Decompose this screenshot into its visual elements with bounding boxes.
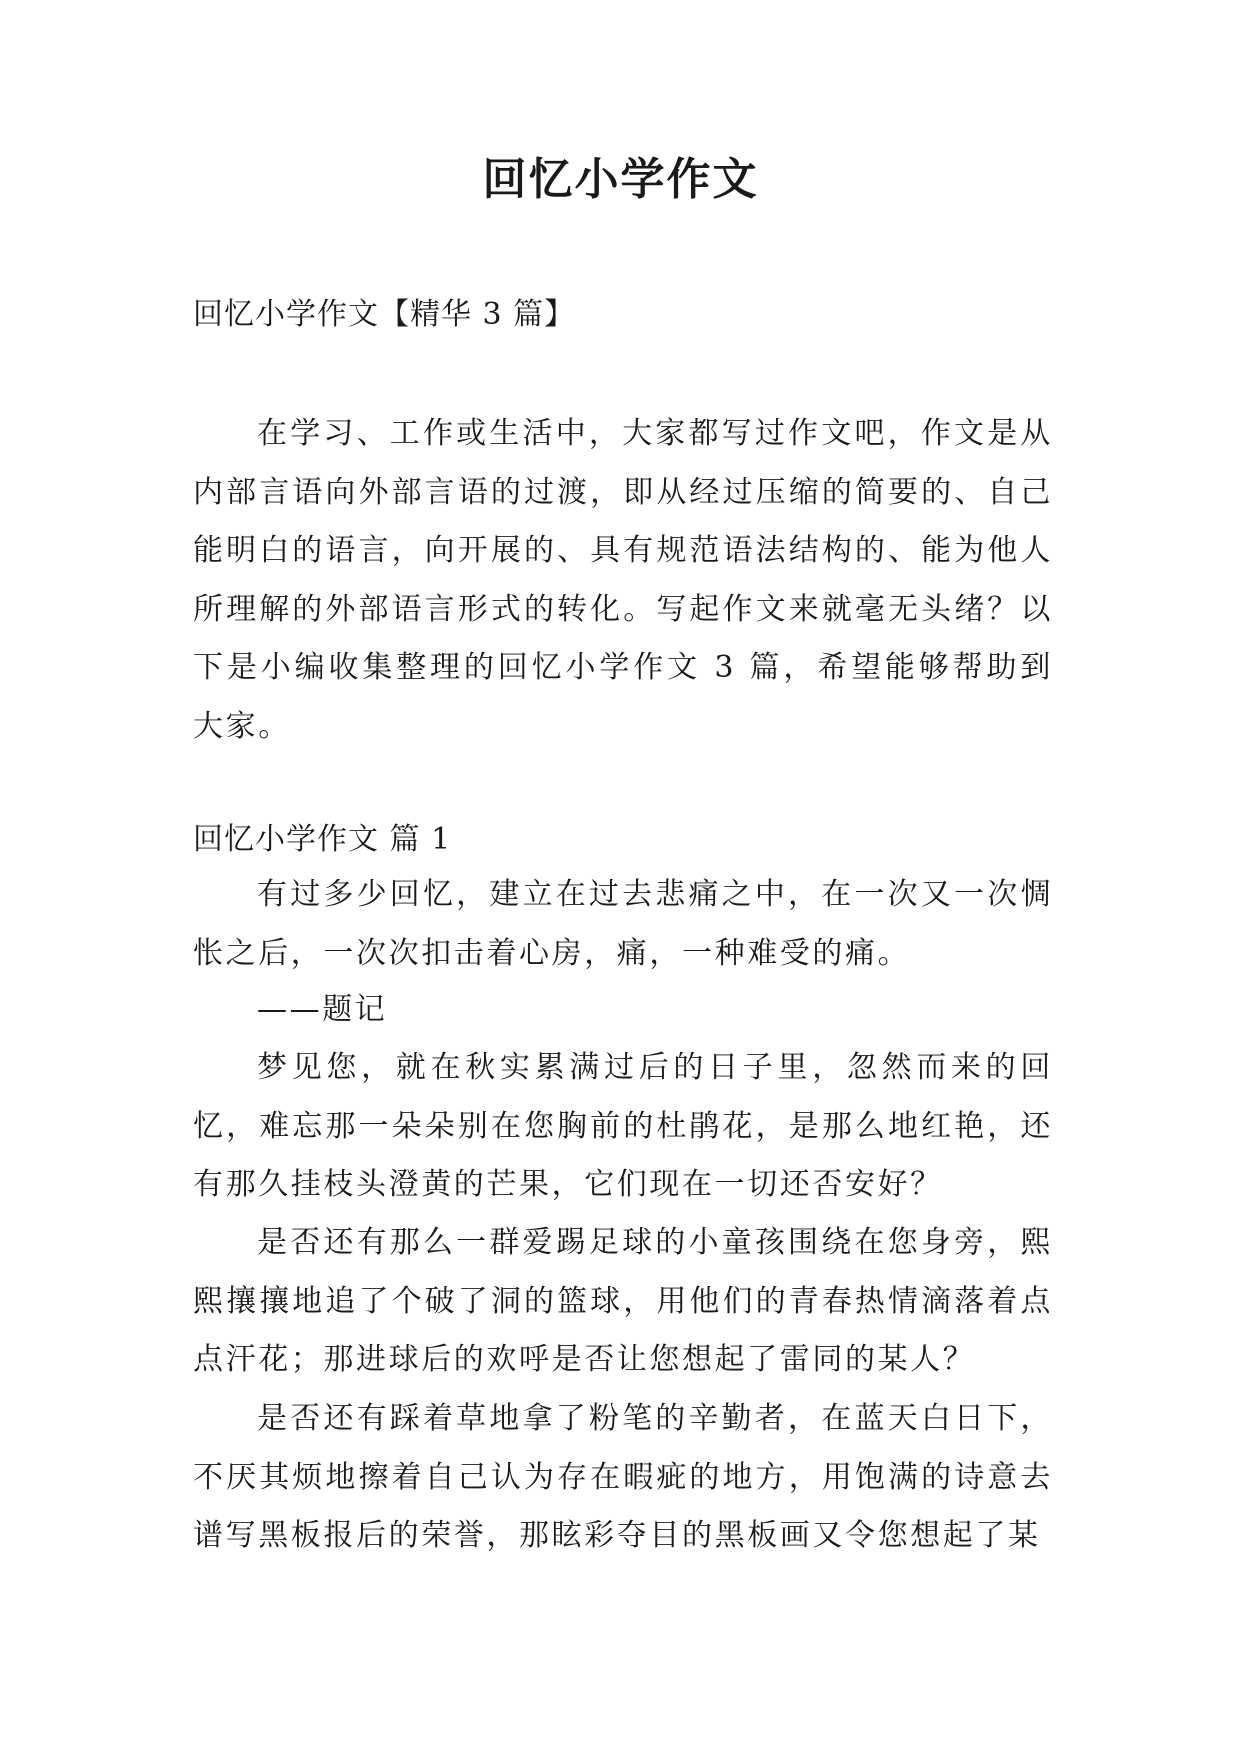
intro-paragraph: 在学习、工作或生活中，大家都写过作文吧，作文是从内部言语向外部言语的过渡，即从经过压缩的简要的、自己能明白的语言，向开展的、具有规范语法结构的、能为他人所理解的外部语言形式的转化。写起作文来就毫无头绪？以下是小编收集整理的回忆小学作文 3 篇，希望能够帮助到大家。 [193,416,1053,744]
body-paragraph: 是否还有那么一群爱踢足球的小童孩围绕在您身旁，熙熙攘攘地追了个破了洞的篮球，用他们的青春热情滴落着点点汗花；那进球后的欢呼是否让您想起了雷同的某人？ [193,1225,1053,1377]
body-paragraph: 梦见您，就在秋实累满过后的日子里，忽然而来的回忆，难忘那一朵朵别在您胸前的杜鹃花，是那么地红艳，还有那久挂枝头澄黄的芒果，它们现在一切还否安好？ [193,1050,1053,1202]
document-title: 回忆小学作文 [482,154,759,205]
epigraph-note: ——题记 [257,992,388,1027]
body-paragraph: 是否还有踩着草地拿了粉笔的辛勤者，在蓝天白日下，不厌其烦地擦着自己认为存在暇疵的地方，用饱满的诗意去谱写黑板报后的荣誉，那眩彩夺目的黑板画又令您想起了某 [193,1401,1053,1553]
section-heading: 回忆小学作文 篇 1 [193,822,452,857]
document-subtitle: 回忆小学作文【精华 3 篇】 [193,297,576,332]
body-paragraph: 有过多少回忆，建立在过去悲痛之中，在一次又一次惆怅之后，一次次扣击着心房，痛，一种难受的痛。 [193,877,1053,971]
